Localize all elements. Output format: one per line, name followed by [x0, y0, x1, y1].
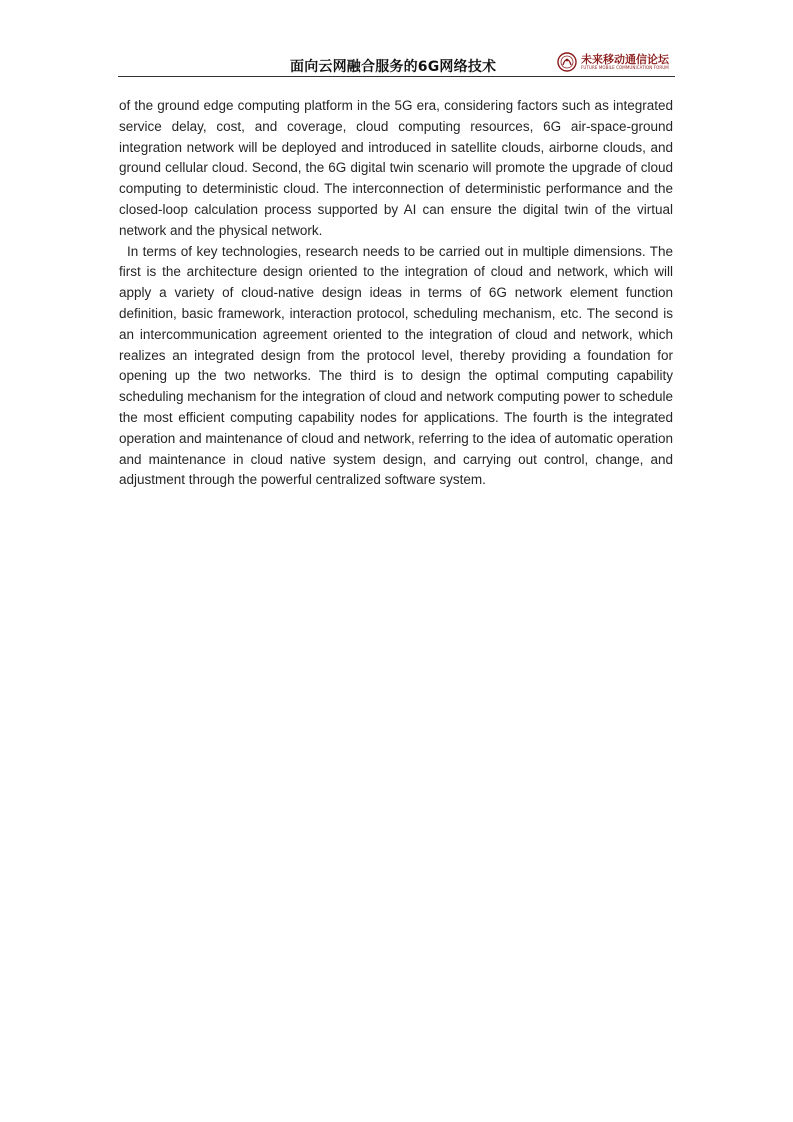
page-header: [118, 48, 675, 77]
forum-emblem-icon: [557, 52, 577, 72]
logo-chinese-name: 未来移动通信论坛: [581, 53, 669, 66]
forum-logo: [557, 51, 673, 73]
document-body: [119, 96, 673, 491]
paragraph-1: of the ground edge computing platform in the 5G era, considering factors such as integrated service delay, cost, and coverage, cloud computing resources, 6G air-space-ground integration network will be deployed and introduced in satellite clouds, airborne clouds, and ground cellular cloud. Second, the 6G digital twin scenario will promote the upgrade of cloud computing to deterministic cloud. The interconnection of deterministic performance and the closed-loop calculation process supported by AI can ensure the digital twin of the virtual network and the physical network.: [119, 98, 673, 238]
logo-english-name: FUTURE MOBILE COMMUNICATION FORUM: [581, 65, 669, 70]
paragraph-2: In terms of key technologies, research needs to be carried out in multiple dimensions. The first is the architecture design oriented to the integration of cloud and network, which will apply a variety of cloud-native design ideas in terms of 6G network element function definition, basic framework, interaction protocol, scheduling mechanism, etc. The second is an intercommunication agreement oriented to the integration of cloud and network, which realizes an integrated design from the protocol level, thereby providing a foundation for opening up the two networks. The third is to design the optimal computing capability scheduling mechanism for the integration of cloud and network computing power to schedule the most efficient computing capability nodes for applications. The fourth is the integrated operation and maintenance of cloud and network, referring to the idea of automatic operation and maintenance in cloud native system design, and carrying out control, change, and adjustment through the powerful centralized software system.: [119, 243, 673, 488]
header-title: 面向云网融合服务的6G网络技术: [290, 59, 497, 75]
